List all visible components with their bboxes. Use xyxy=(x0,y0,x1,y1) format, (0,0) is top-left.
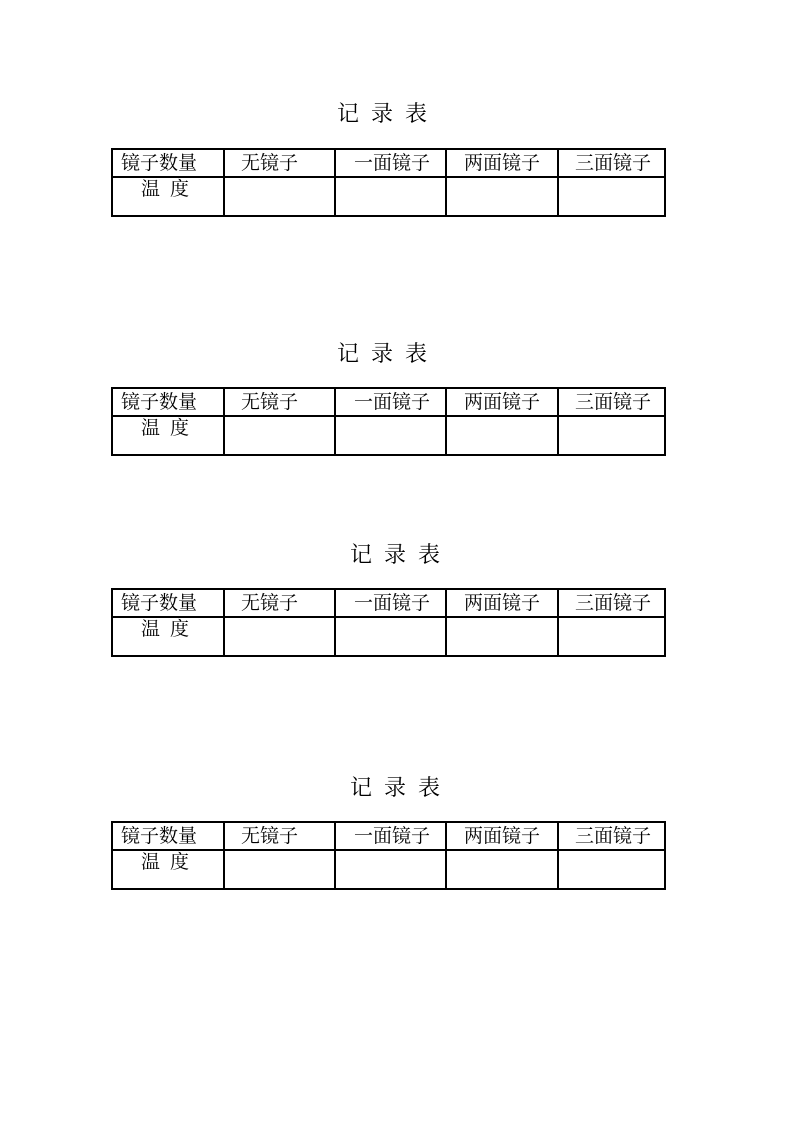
title-char: 记 xyxy=(337,102,360,127)
header-cell-mirror-count: 镜子数量 xyxy=(112,589,224,617)
header-cell-two-mirrors: 两面镜子 xyxy=(446,388,558,416)
header-cell-no-mirror: 无镜子 xyxy=(224,149,335,177)
value-cell-two-mirrors[interactable] xyxy=(446,416,558,455)
label-char: 度 xyxy=(170,417,190,439)
record-table-title xyxy=(337,97,427,128)
value-cell-no-mirror[interactable] xyxy=(224,177,335,216)
value-cell-two-mirrors[interactable] xyxy=(446,177,558,216)
header-cell-one-mirror: 一面镜子 xyxy=(335,822,446,850)
value-cell-no-mirror[interactable] xyxy=(224,850,335,889)
title-char: 记 xyxy=(350,543,373,568)
record-table xyxy=(111,148,666,217)
header-cell-no-mirror: 无镜子 xyxy=(224,388,335,416)
label-char: 温 xyxy=(141,417,161,439)
value-cell-two-mirrors[interactable] xyxy=(446,617,558,656)
header-cell-mirror-count: 镜子数量 xyxy=(112,388,224,416)
header-cell-three-mirrors: 三面镜子 xyxy=(558,149,665,177)
label-char: 度 xyxy=(170,618,190,640)
value-cell-one-mirror[interactable] xyxy=(335,617,446,656)
header-cell-one-mirror: 一面镜子 xyxy=(335,388,446,416)
value-cell-one-mirror[interactable] xyxy=(335,416,446,455)
record-table-title xyxy=(337,337,427,368)
row-label-temperature xyxy=(112,416,224,455)
temperature-row xyxy=(112,416,665,455)
value-cell-one-mirror[interactable] xyxy=(335,177,446,216)
value-cell-two-mirrors[interactable] xyxy=(446,850,558,889)
row-label-temperature xyxy=(112,850,224,889)
header-cell-mirror-count: 镜子数量 xyxy=(112,149,224,177)
temperature-row xyxy=(112,617,665,656)
header-cell-one-mirror: 一面镜子 xyxy=(335,589,446,617)
header-row xyxy=(112,822,665,850)
header-cell-three-mirrors: 三面镜子 xyxy=(558,822,665,850)
header-cell-one-mirror: 一面镜子 xyxy=(335,149,446,177)
label-char: 温 xyxy=(141,178,161,200)
title-char: 录 xyxy=(384,543,407,568)
title-char: 表 xyxy=(418,776,441,801)
record-table xyxy=(111,588,666,657)
record-table-title xyxy=(350,771,440,802)
title-char: 录 xyxy=(384,776,407,801)
label-char: 温 xyxy=(141,851,161,873)
header-cell-two-mirrors: 两面镜子 xyxy=(446,589,558,617)
value-cell-three-mirrors[interactable] xyxy=(558,177,665,216)
record-table-title xyxy=(350,538,440,569)
header-cell-two-mirrors: 两面镜子 xyxy=(446,822,558,850)
header-row xyxy=(112,589,665,617)
title-char: 表 xyxy=(405,342,428,367)
value-cell-no-mirror[interactable] xyxy=(224,617,335,656)
value-cell-three-mirrors[interactable] xyxy=(558,850,665,889)
label-char: 度 xyxy=(170,851,190,873)
title-char: 录 xyxy=(371,342,394,367)
header-row xyxy=(112,149,665,177)
record-table xyxy=(111,387,666,456)
header-cell-three-mirrors: 三面镜子 xyxy=(558,589,665,617)
label-char: 温 xyxy=(141,618,161,640)
header-cell-no-mirror: 无镜子 xyxy=(224,589,335,617)
value-cell-three-mirrors[interactable] xyxy=(558,416,665,455)
header-cell-two-mirrors: 两面镜子 xyxy=(446,149,558,177)
label-char: 度 xyxy=(170,178,190,200)
title-char: 录 xyxy=(371,102,394,127)
row-label-temperature xyxy=(112,617,224,656)
row-label-temperature xyxy=(112,177,224,216)
header-cell-mirror-count: 镜子数量 xyxy=(112,822,224,850)
header-row xyxy=(112,388,665,416)
header-cell-no-mirror: 无镜子 xyxy=(224,822,335,850)
title-char: 记 xyxy=(350,776,373,801)
value-cell-three-mirrors[interactable] xyxy=(558,617,665,656)
header-cell-three-mirrors: 三面镜子 xyxy=(558,388,665,416)
temperature-row xyxy=(112,177,665,216)
record-table xyxy=(111,821,666,890)
title-char: 表 xyxy=(405,102,428,127)
value-cell-one-mirror[interactable] xyxy=(335,850,446,889)
value-cell-no-mirror[interactable] xyxy=(224,416,335,455)
title-char: 表 xyxy=(418,543,441,568)
title-char: 记 xyxy=(337,342,360,367)
temperature-row xyxy=(112,850,665,889)
